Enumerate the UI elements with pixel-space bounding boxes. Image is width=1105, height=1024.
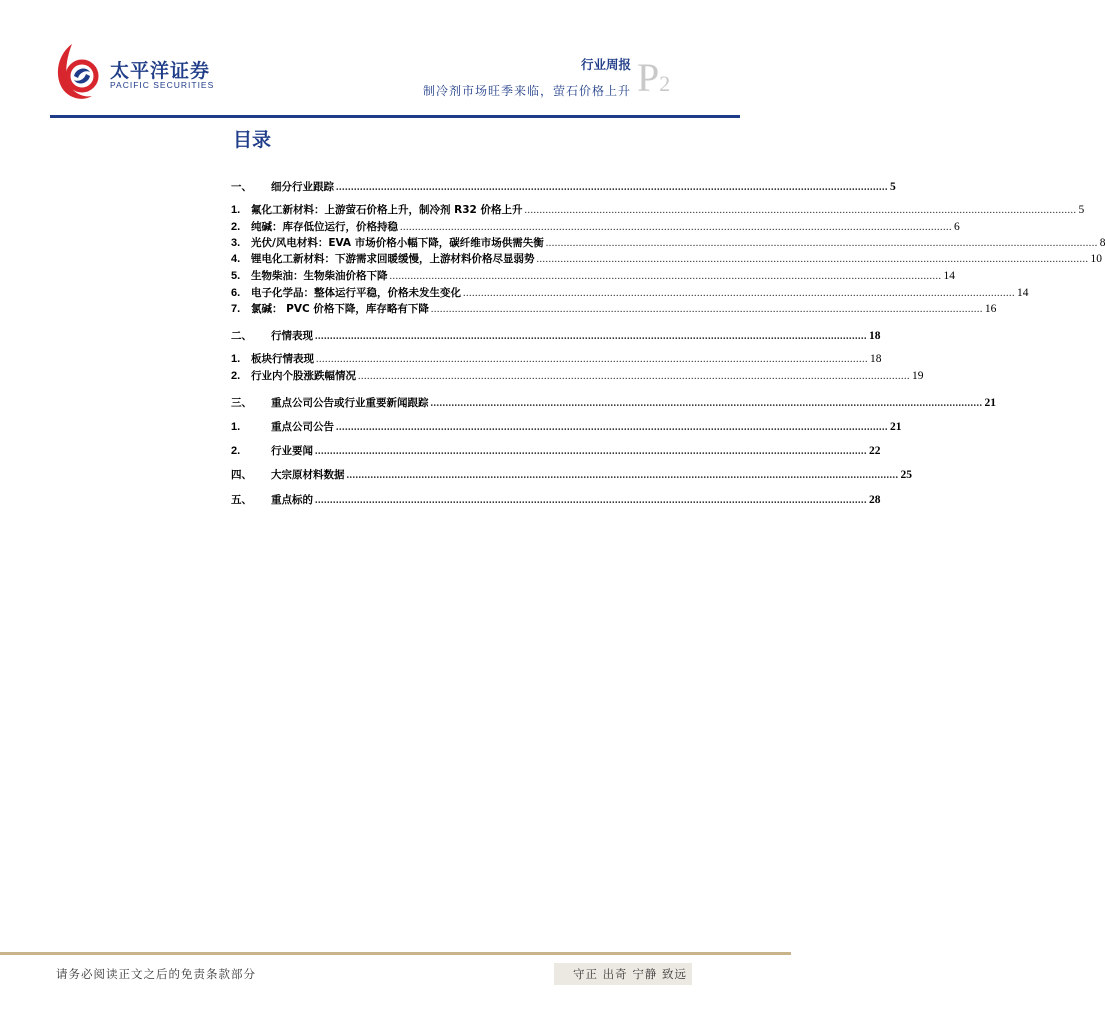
toc-entry[interactable] — [231, 284, 1029, 300]
toc-entry-page: 5 — [890, 181, 896, 193]
toc-entry-number: 2. — [231, 370, 241, 382]
toc-entry-page: 16 — [984, 303, 997, 315]
toc-entry[interactable] — [231, 234, 1105, 250]
toc-entry-label: 行情表现 — [271, 330, 313, 342]
toc-entry-number: 1. — [231, 421, 241, 433]
toc-entry-page: 19 — [912, 370, 924, 382]
logo-name-cn: 太平洋证券 — [110, 60, 211, 82]
toc-entry-label: 细分行业跟踪 — [271, 181, 334, 193]
toc-entry[interactable] — [231, 466, 912, 482]
toc-entry-page: 8 — [1099, 237, 1105, 249]
toc-entry-label: 重点标的 — [271, 494, 313, 506]
toc-entry-number: 一、 — [231, 181, 252, 193]
page-prefix: P — [637, 55, 660, 100]
toc-entry-page: 25 — [900, 469, 912, 481]
toc-entry-label: 氯碱： PVC 价格下降，库存略有下降 — [251, 303, 429, 315]
toc-entry-label: 纯碱：库存低位运行，价格持稳 — [251, 221, 398, 233]
toc-entry-number: 1. — [231, 204, 241, 216]
toc-leader: ........................................................................................................................................................................................ — [315, 446, 867, 457]
toc-entry-page: 14 — [1017, 287, 1029, 299]
toc-entry[interactable] — [231, 350, 882, 366]
toc-leader: ........................................................................................................................................................................................ — [315, 331, 867, 342]
toc-entry-number: 1. — [231, 353, 241, 365]
page-number-value: 2 — [659, 71, 671, 96]
toc-entry-page: 5 — [1078, 204, 1085, 216]
pacific-securities-logo-icon — [52, 40, 104, 106]
toc-entry-number: 2. — [231, 221, 241, 233]
toc-entry-label: 行业要闻 — [271, 445, 313, 457]
toc-leader: ........................................................................................................................................................................................ — [346, 470, 899, 481]
toc-leader: ........................................................................................................................................................................................ — [524, 205, 1077, 216]
toc-leader: ........................................................................................................................................................................................ — [463, 288, 1015, 299]
toc-entry-page: 21 — [984, 397, 996, 409]
toc-leader: ........................................................................................................................................................................................ — [430, 398, 983, 409]
toc-entry-page: 10 — [1090, 253, 1102, 265]
toc-leader: ........................................................................................................................................................................................ — [358, 371, 910, 382]
toc-entry-page: 14 — [943, 270, 955, 282]
report-type: 行业周报 — [580, 57, 631, 72]
toc-entry[interactable] — [231, 442, 881, 458]
toc-entry-label: 板块行情表现 — [251, 353, 314, 365]
toc-leader: ........................................................................................................................................................................................ — [430, 304, 983, 315]
toc-entry-number: 2. — [231, 445, 241, 457]
toc-entry[interactable] — [231, 327, 881, 343]
toc-entry[interactable] — [231, 267, 955, 283]
toc-leader: ........................................................................................................................................................................................ — [336, 422, 888, 433]
toc-leader: ........................................................................................................................................................................................ — [336, 182, 888, 193]
toc-entry-label: 光伏/风电材料：EVA 市场价格小幅下降，碳纤维市场供需失衡 — [251, 237, 544, 249]
toc-entry-label: 行业内个股涨跌幅情况 — [251, 370, 356, 382]
toc-entry-label: 锂电化工新材料：下游需求回暖缓慢，上游材料价格尽显弱势 — [251, 253, 535, 265]
toc-entry-page: 28 — [869, 494, 881, 506]
report-title: 制冷剂市场旺季来临，萤石价格上升 — [422, 84, 631, 98]
toc-entry-number: 四、 — [231, 469, 252, 481]
toc-entry-number: 7. — [231, 303, 241, 315]
toc-entry-label: 氟化工新材料：上游萤石价格上升，制冷剂 R32 价格上升 — [251, 204, 523, 216]
toc-entry-number: 4. — [231, 253, 241, 265]
toc-entry-label: 重点公司公告或行业重要新闻跟踪 — [271, 397, 429, 409]
toc-entry-number: 3. — [231, 237, 241, 249]
toc-entry-page: 22 — [869, 445, 881, 457]
toc-leader: ........................................................................................................................................................................................ — [316, 354, 868, 365]
footer-motto: 守正 出奇 宁静 致远 — [573, 967, 687, 981]
toc-entry[interactable] — [231, 491, 881, 507]
page-number — [637, 55, 671, 104]
toc-entry[interactable] — [231, 367, 924, 383]
toc-entry-label: 大宗原材料数据 — [271, 469, 345, 481]
toc-entry-page: 21 — [890, 421, 902, 433]
toc-title: 目录 — [233, 129, 272, 151]
toc-entry[interactable] — [231, 250, 1102, 266]
toc-leader: ........................................................................................................................................................................................ — [536, 254, 1089, 265]
toc-entry-number: 6. — [231, 287, 241, 299]
toc-entry-page: 6 — [954, 221, 960, 233]
toc-entry-number: 二、 — [231, 330, 252, 342]
toc-entry[interactable] — [231, 418, 902, 434]
header-divider — [50, 115, 740, 118]
toc-entry-label: 电子化学品：整体运行平稳，价格未发生变化 — [251, 287, 461, 299]
toc-leader: ........................................................................................................................................................................................ — [400, 222, 952, 233]
toc-entry[interactable] — [231, 178, 896, 194]
toc-entry-number: 三、 — [231, 397, 252, 409]
toc-entry-page: 18 — [870, 353, 882, 365]
toc-entry-label: 生物柴油：生物柴油价格下降 — [251, 270, 388, 282]
logo-name-en: PACIFIC SECURITIES — [110, 80, 215, 90]
toc-leader: ........................................................................................................................................................................................ — [315, 495, 867, 506]
toc-leader: ........................................................................................................................................................................................ — [389, 271, 942, 282]
toc-entry[interactable] — [231, 218, 960, 234]
toc-entry-number: 5. — [231, 270, 241, 282]
toc-entry-label: 重点公司公告 — [271, 421, 334, 433]
toc-entry[interactable] — [231, 201, 1085, 217]
toc-leader: ........................................................................................................................................................................................ — [545, 238, 1098, 249]
footer-disclaimer: 请务必阅读正文之后的免责条款部分 — [56, 967, 256, 981]
toc-entry[interactable] — [231, 394, 996, 410]
toc-entry-page: 18 — [869, 330, 881, 342]
toc-entry-number: 五、 — [231, 494, 252, 506]
footer-divider — [0, 952, 791, 955]
toc-entry[interactable] — [231, 300, 997, 316]
